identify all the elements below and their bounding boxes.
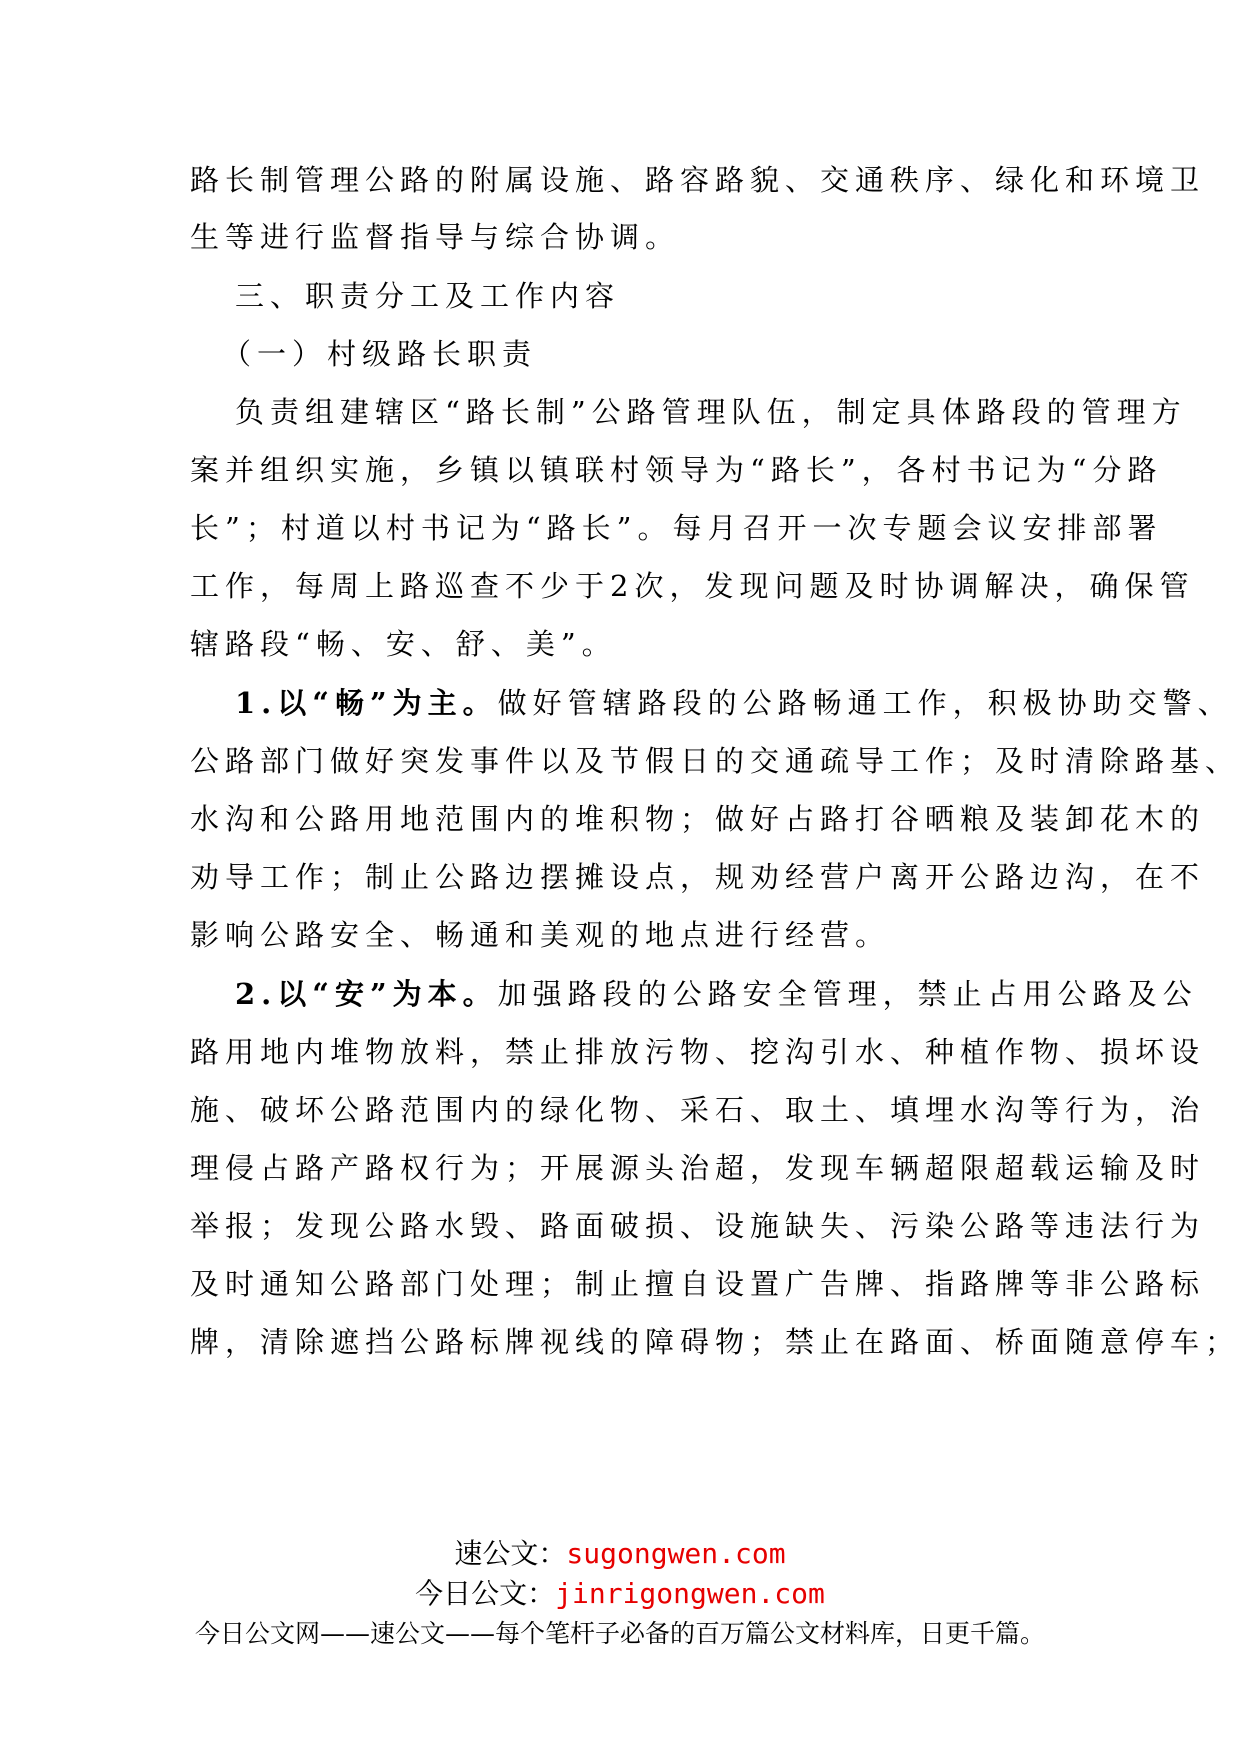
paragraph-line: 举报；发现公路水毁、路面破损、设施缺失、污染公路等违法行为 (190, 1209, 1206, 1243)
footer-line-sugongwen (0, 1532, 1240, 1572)
paragraph-line: 案并组织实施，乡镇以镇联村领导为“路长”，各村书记为“分路 (190, 453, 1163, 487)
item-lead-rest: 做好管辖路段的公路畅通工作，积极协助交警、 (497, 686, 1233, 720)
paragraph-line: 负责组建辖区“路长制”公路管理队伍，制定具体路段的管理方 (235, 395, 1187, 429)
item-lead-bold: 2.以“安”为本。 (235, 977, 498, 1011)
section-heading: 三、职责分工及工作内容 (235, 279, 621, 313)
footer-link-sugongwen[interactable]: sugongwen.com (566, 1537, 786, 1570)
item-lead-rest: 加强路段的公路安全管理，禁止占用公路及公 (497, 977, 1198, 1011)
footer-slogan: 今日公文网——速公文——每个笔杆子必备的百万篇公文材料库，日更千篇。 (194, 1619, 1045, 1648)
paragraph-line: 理侵占路产路权行为；开展源头治超，发现车辆超限超载运输及时 (190, 1151, 1206, 1185)
paragraph-line: 生等进行监督指导与综合协调。 (190, 220, 681, 254)
paragraph-line: 劝导工作；制止公路边摆摊设点，规劝经营户离开公路边沟，在不 (190, 860, 1206, 894)
paragraph-line: 影响公路安全、畅通和美观的地点进行经营。 (190, 918, 891, 952)
paragraph-line: 路用地内堆物放料，禁止排放污物、挖沟引水、种植作物、损坏设 (190, 1035, 1206, 1069)
footer-label: 今日公文： (415, 1577, 556, 1610)
footer-link-jinrigongwen[interactable]: jinrigongwen.com (555, 1577, 825, 1610)
subsection-heading: （一）村级路长职责 (222, 337, 538, 371)
paragraph-line (235, 974, 1198, 1014)
footer-label: 速公文： (454, 1537, 567, 1570)
paragraph-line: 牌，清除遮挡公路标牌视线的障碍物；禁止在路面、桥面随意停车； (190, 1325, 1240, 1359)
paragraph-line: 长”；村道以村书记为“路长”。每月召开一次专题会议安排部署 (190, 511, 1163, 545)
paragraph-line: 及时通知公路部门处理；制止擅自设置广告牌、指路牌等非公路标 (190, 1267, 1206, 1301)
paragraph-line: 工作，每周上路巡查不少于2次，发现问题及时协调解决，确保管 (190, 569, 1195, 603)
paragraph-line (235, 683, 1233, 723)
paragraph-line: 水沟和公路用地范围内的堆积物；做好占路打谷晒粮及装卸花木的 (190, 802, 1206, 836)
footer-line-jinrigongwen (0, 1572, 1240, 1612)
paragraph-line: 路长制管理公路的附属设施、路容路貌、交通秩序、绿化和环境卫 (190, 163, 1206, 197)
paragraph-line: 施、破坏公路范围内的绿化物、采石、取土、填埋水沟等行为，治 (190, 1093, 1206, 1127)
paragraph-line: 辖路段“畅、安、舒、美”。 (190, 627, 617, 661)
paragraph-line: 公路部门做好突发事件以及节假日的交通疏导工作；及时清除路基、 (190, 744, 1240, 778)
item-lead-bold: 1.以“畅”为主。 (235, 686, 498, 720)
